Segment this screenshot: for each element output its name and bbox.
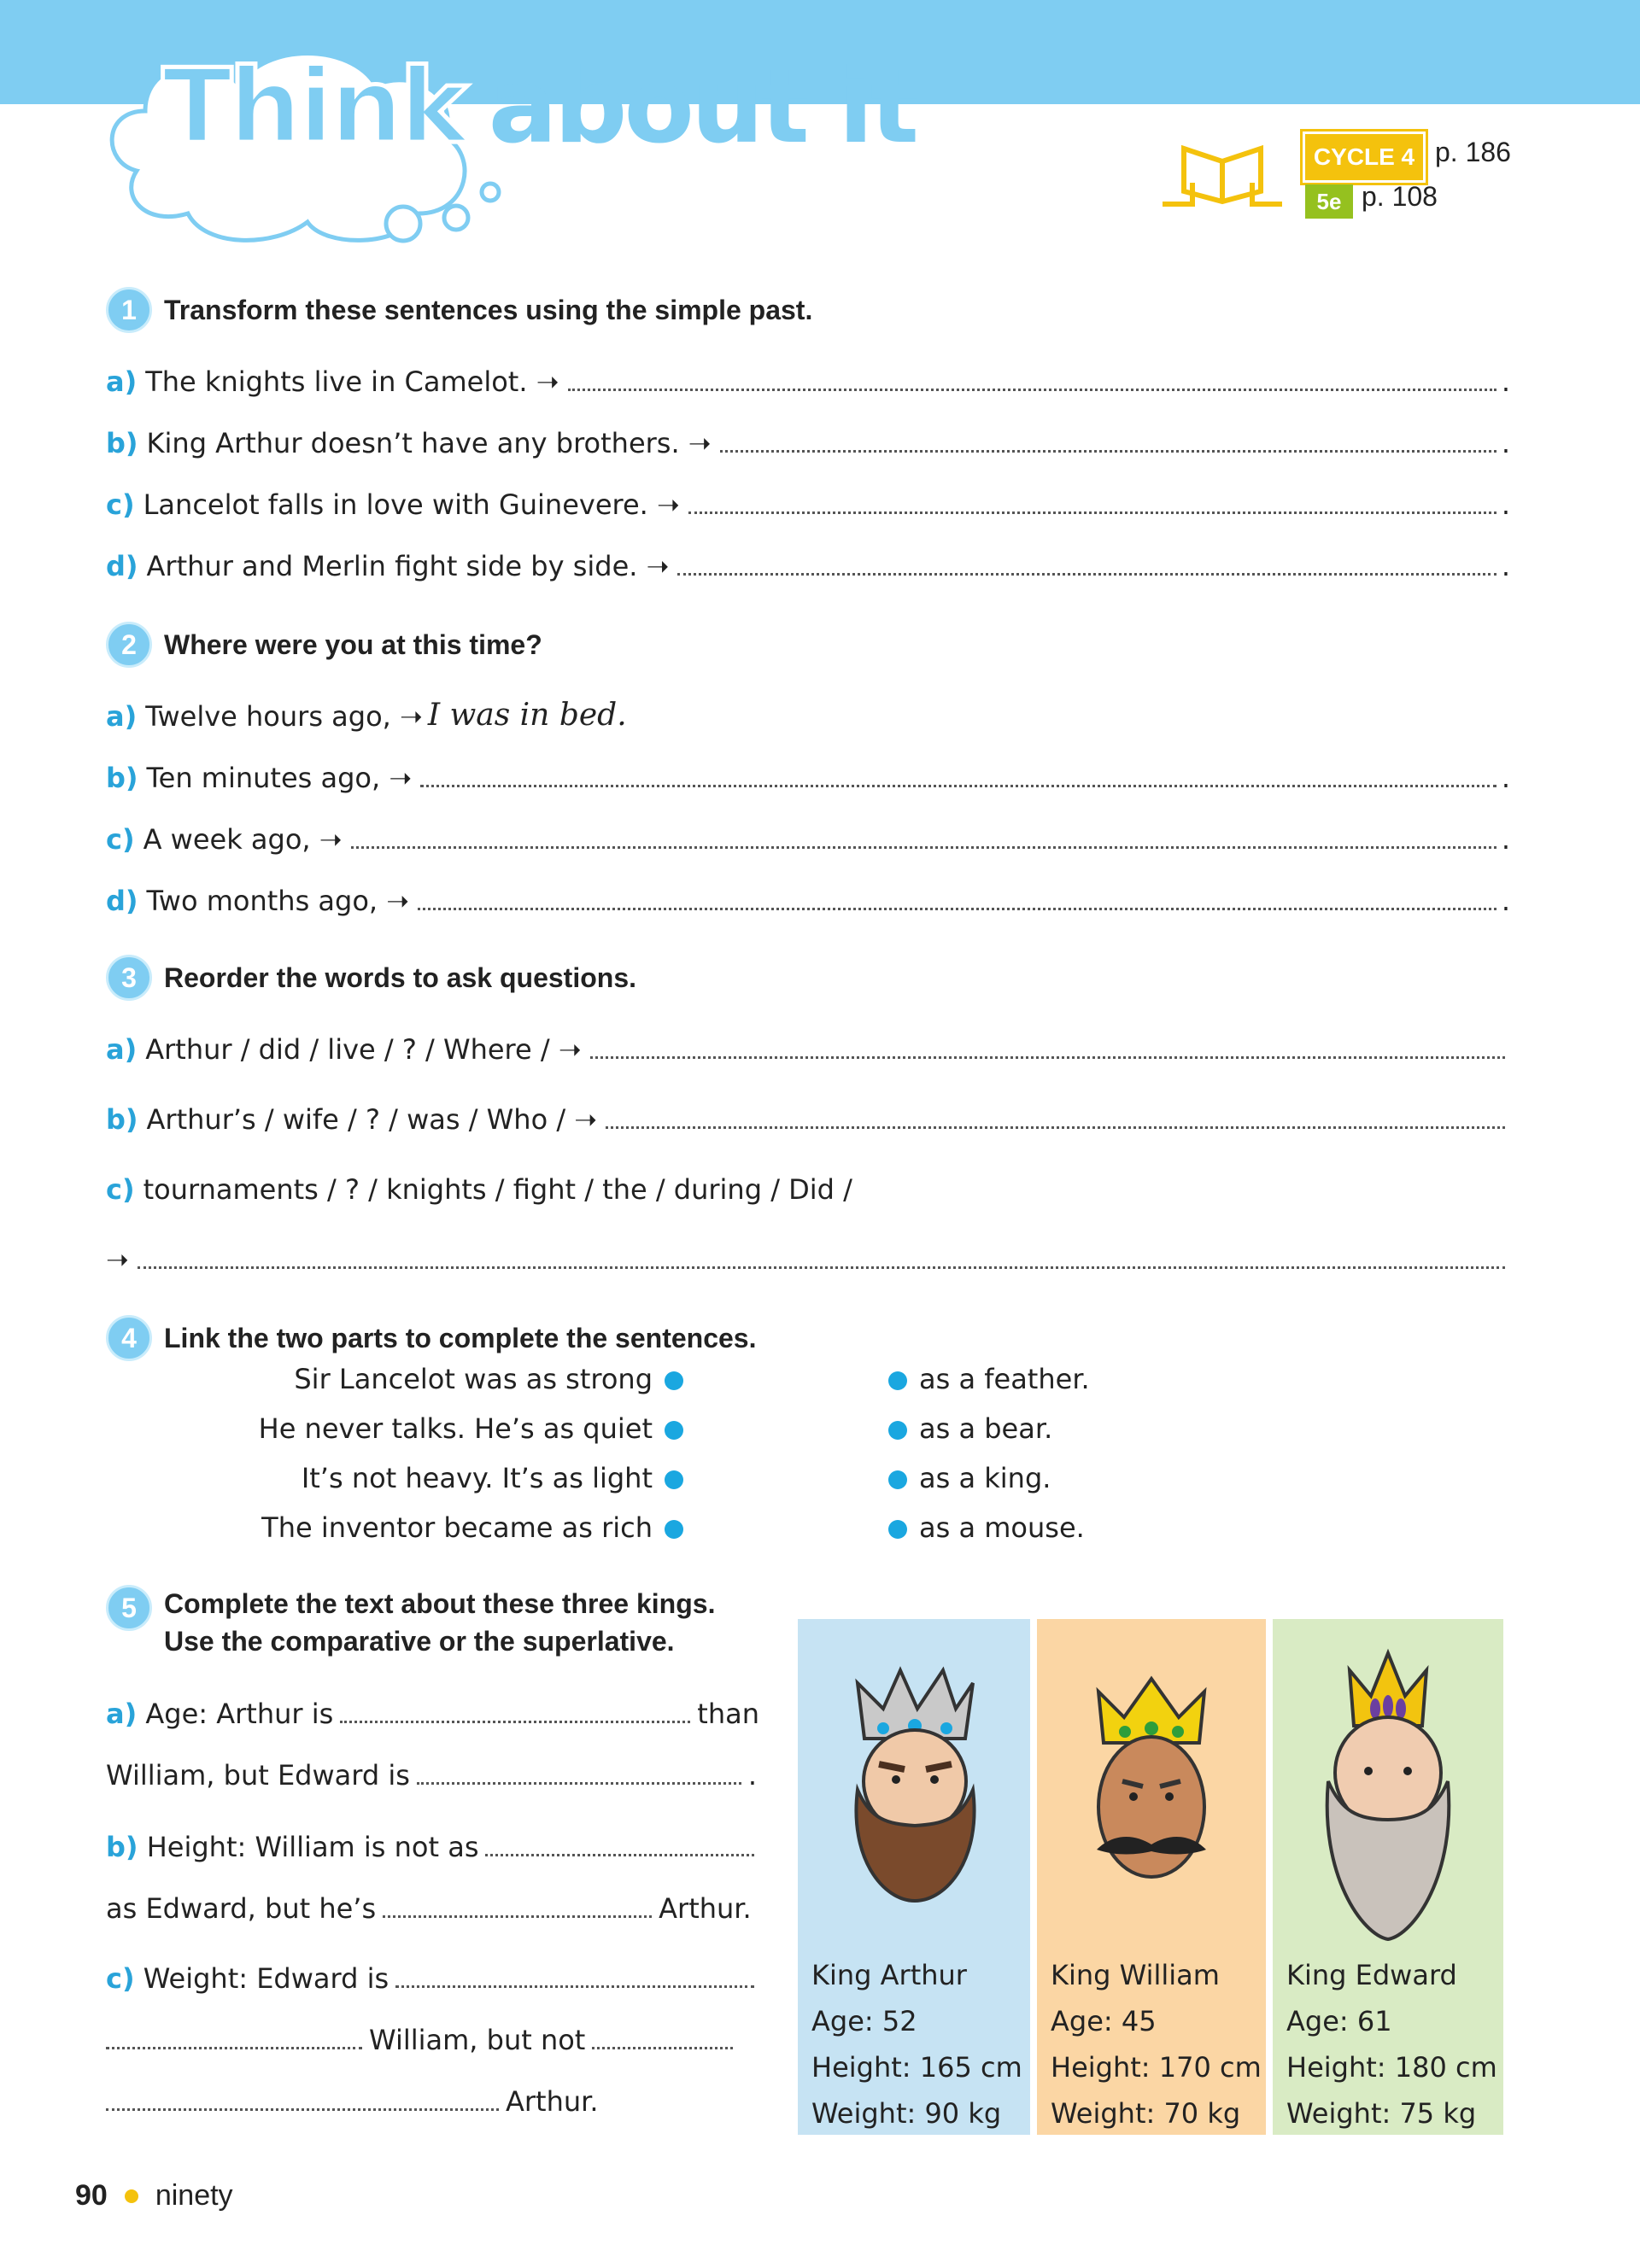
match-dot[interactable] <box>665 1371 683 1390</box>
item-text: Arthur. <box>659 1892 752 1925</box>
grade-page-ref: p. 108 <box>1362 181 1438 212</box>
item-text: tournaments / ? / knights / fight / the / during / Did / <box>143 1173 852 1206</box>
page-word: ninety <box>155 2179 233 2212</box>
king-arthur-portrait-icon <box>798 1636 1030 1944</box>
exercise-3-item-c <box>106 1168 1510 1206</box>
king-weight: Weight: 70 kg <box>1051 2097 1241 2130</box>
example-answer: I was in bed. <box>427 698 627 733</box>
exercise-number: 2 <box>106 622 152 668</box>
match-right-text: as a feather. <box>919 1363 1090 1395</box>
ex5-c-line-1 <box>106 1962 761 1995</box>
exercise-1-item-a: a) The knights live in Camelot. ➝ . <box>106 365 1510 398</box>
item-label: a) <box>106 1033 138 1066</box>
item-label: c) <box>106 1173 135 1206</box>
item-label: a) <box>106 1698 138 1730</box>
exercise-title: Where were you at this time? <box>164 629 542 660</box>
item-text: King Arthur doesn’t have any brothers. ➝ <box>146 427 712 459</box>
exercise-title: Transform these sentences using the simple past. <box>164 295 813 325</box>
answer-line[interactable] <box>720 449 1496 453</box>
match-right-item <box>888 1511 1085 1544</box>
item-label: c) <box>106 1962 135 1995</box>
ex5-a-line-1 <box>106 1698 759 1730</box>
king-age: Age: 52 <box>811 2005 917 2037</box>
answer-line[interactable] <box>677 572 1496 576</box>
exercise-3-item-c-answer <box>106 1238 1510 1276</box>
item-text: Ten minutes ago, ➝ <box>146 762 413 794</box>
title-part-1: Think <box>162 48 465 167</box>
arrow: ➝ <box>106 1243 129 1276</box>
exercise-number: 5 <box>106 1585 152 1631</box>
exercise-3-header <box>106 955 636 1001</box>
item-label: a) <box>106 365 138 398</box>
king-card-william <box>1037 1619 1266 2135</box>
ex5-c-line-2 <box>106 2024 740 2056</box>
king-name: King Edward <box>1286 1959 1457 1991</box>
king-height: Height: 180 cm <box>1286 2051 1497 2084</box>
item-text: William, but Edward is <box>106 1759 410 1792</box>
king-age: Age: 61 <box>1286 2005 1392 2037</box>
match-left-text: It’s not heavy. It’s as light <box>301 1462 653 1494</box>
king-weight: Weight: 90 kg <box>811 2097 1002 2130</box>
item-text: as Edward, but he’s <box>106 1892 377 1925</box>
answer-line[interactable] <box>138 1266 1505 1269</box>
exercise-1-header <box>106 287 812 333</box>
item-text: Arthur. <box>506 2085 599 2118</box>
item-label: b) <box>106 427 138 459</box>
reference-box <box>1158 128 1517 222</box>
king-info <box>1051 1952 1262 2136</box>
match-left-item <box>154 1462 683 1494</box>
exercise-number: 1 <box>106 287 152 333</box>
exercise-2-item-a <box>106 695 1510 733</box>
grade-tag: 5e <box>1305 184 1353 219</box>
match-right-item <box>888 1462 1051 1494</box>
match-dot[interactable] <box>665 1470 683 1489</box>
item-text: Lancelot falls in love with Guinevere. ➝ <box>143 488 680 521</box>
match-left-text: The inventor became as rich <box>261 1511 653 1544</box>
exercise-2-item-c: c) A week ago, ➝ . <box>106 823 1510 856</box>
answer-blank[interactable] <box>106 2107 499 2111</box>
answer-line[interactable] <box>590 1055 1505 1059</box>
answer-line[interactable] <box>688 511 1496 514</box>
exercise-3-item-b <box>106 1098 1510 1136</box>
answer-line[interactable] <box>606 1125 1505 1129</box>
cycle-tag: CYCLE 4 <box>1305 134 1423 180</box>
answer-line[interactable] <box>418 907 1496 910</box>
item-text: Height: William is not as <box>146 1831 479 1863</box>
item-label: a) <box>106 700 138 733</box>
cycle-page-ref: p. 186 <box>1435 137 1511 167</box>
match-left-item <box>154 1363 683 1395</box>
item-text: A week ago, ➝ <box>143 823 343 856</box>
answer-line[interactable] <box>420 784 1496 787</box>
book-hands-icon <box>1158 132 1286 208</box>
match-right-item <box>888 1412 1052 1445</box>
answer-blank[interactable] <box>395 1984 754 1988</box>
exercise-3-item-a <box>106 1028 1510 1066</box>
king-edward-portrait-icon <box>1273 1636 1503 1961</box>
king-william-portrait-icon <box>1037 1636 1266 1944</box>
answer-line[interactable] <box>351 845 1496 849</box>
item-text: Weight: Edward is <box>143 1962 390 1995</box>
exercise-5-header <box>106 1585 715 1670</box>
match-dot[interactable] <box>665 1421 683 1440</box>
title-area <box>102 43 917 256</box>
item-text: Age: Arthur is <box>145 1698 334 1730</box>
king-height: Height: 170 cm <box>1051 2051 1262 2084</box>
match-left-text: Sir Lancelot was as strong <box>294 1363 653 1395</box>
item-text: Arthur and Merlin fight side by side. ➝ <box>146 550 670 582</box>
king-age: Age: 45 <box>1051 2005 1157 2037</box>
king-name: King William <box>1051 1959 1220 1991</box>
exercise-number: 3 <box>106 955 152 1001</box>
exercise-2-header <box>106 622 542 668</box>
match-right-text: as a king. <box>919 1462 1051 1494</box>
item-label: c) <box>106 488 135 521</box>
match-left-item <box>154 1511 683 1544</box>
ex5-c-line-3 <box>106 2085 599 2118</box>
item-label: d) <box>106 885 138 917</box>
answer-line[interactable] <box>568 388 1496 391</box>
exercise-title: Reorder the words to ask questions. <box>164 962 636 993</box>
king-info <box>811 1952 1022 2136</box>
match-left-item <box>154 1412 683 1445</box>
king-height: Height: 165 cm <box>811 2051 1022 2084</box>
exercise-number: 4 <box>106 1315 152 1361</box>
title-part-2: about it <box>488 48 917 167</box>
item-text: . <box>747 1759 758 1792</box>
answer-blank[interactable] <box>383 1914 652 1918</box>
answer-blank[interactable] <box>106 2046 362 2049</box>
king-info <box>1286 1952 1497 2136</box>
item-text: than <box>697 1698 759 1730</box>
king-weight: Weight: 75 kg <box>1286 2097 1477 2130</box>
exercise-2-item-b: b) Ten minutes ago, ➝ . <box>106 762 1510 794</box>
match-dot[interactable] <box>888 1470 907 1489</box>
item-label: d) <box>106 550 138 582</box>
king-name: King Arthur <box>811 1959 967 1991</box>
footer-dot-icon <box>125 2189 138 2203</box>
item-label: b) <box>106 1831 138 1863</box>
item-text: Twelve hours ago, ➝ <box>145 700 423 733</box>
item-text: William, but not <box>369 2024 586 2056</box>
answer-blank[interactable] <box>485 1853 754 1856</box>
exercise-1-item-b: b) King Arthur doesn’t have any brothers. ➝ . <box>106 427 1510 459</box>
exercise-1-item-c: c) Lancelot falls in love with Guinevere. ➝ . <box>106 488 1510 521</box>
ex5-b-line-2 <box>106 1892 752 1925</box>
item-text: Arthur / did / live / ? / Where / ➝ <box>145 1033 582 1066</box>
item-label: b) <box>106 1103 138 1136</box>
answer-blank[interactable] <box>592 2046 733 2049</box>
exercise-4-header <box>106 1315 756 1361</box>
item-text: Two months ago, ➝ <box>146 885 410 917</box>
king-card-arthur <box>798 1619 1030 2135</box>
match-dot[interactable] <box>888 1520 907 1539</box>
page-footer <box>75 2179 233 2212</box>
answer-blank[interactable] <box>340 1720 690 1723</box>
page-number: 90 <box>75 2179 108 2212</box>
exercise-title-line-1: Complete the text about these three kings. <box>164 1588 716 1619</box>
item-label: b) <box>106 762 138 794</box>
match-dot[interactable] <box>888 1421 907 1440</box>
exercise-title: Link the two parts to complete the sentences. <box>164 1323 757 1353</box>
exercise-title-line-2: Use the comparative or the superlative. <box>164 1626 675 1657</box>
item-text: Arthur’s / wife / ? / was / Who / ➝ <box>146 1103 598 1136</box>
ex5-b-line-1 <box>106 1831 761 1863</box>
answer-blank[interactable] <box>417 1781 741 1785</box>
exercise-1-item-d: d) Arthur and Merlin fight side by side. ➝ . <box>106 550 1510 582</box>
match-dot[interactable] <box>888 1371 907 1390</box>
match-dot[interactable] <box>665 1520 683 1539</box>
king-card-edward <box>1273 1619 1503 2135</box>
item-label: c) <box>106 823 135 856</box>
match-right-item <box>888 1363 1090 1395</box>
exercise-2-item-d: d) Two months ago, ➝ . <box>106 885 1510 917</box>
match-right-text: as a mouse. <box>919 1511 1085 1544</box>
page-title <box>162 48 917 167</box>
item-text: The knights live in Camelot. ➝ <box>145 365 559 398</box>
match-right-text: as a bear. <box>919 1412 1053 1445</box>
match-left-text: He never talks. He’s as quiet <box>258 1412 653 1445</box>
ex5-a-line-2 <box>106 1759 757 1792</box>
